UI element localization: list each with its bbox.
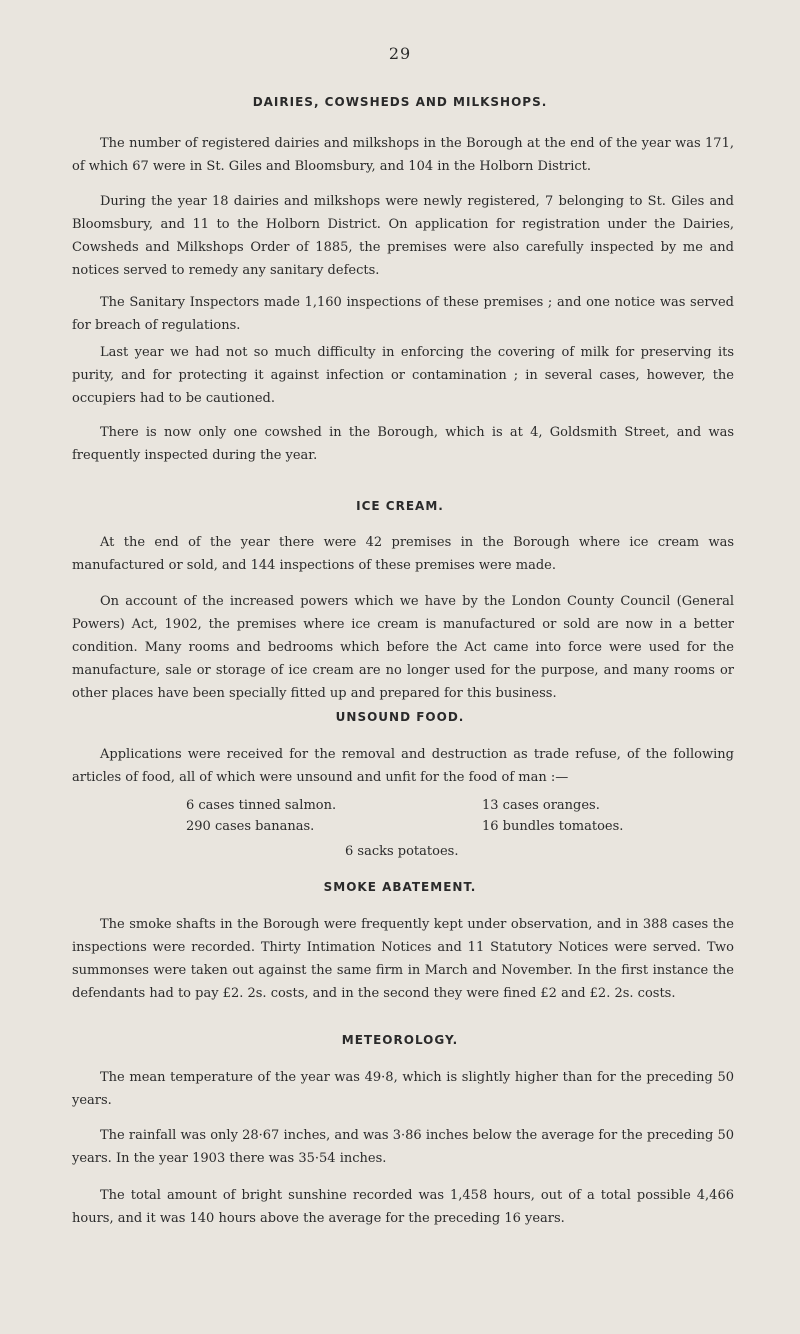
food-item: 6 cases tinned salmon. (186, 798, 337, 813)
food-item: 13 cases oranges. (482, 798, 600, 813)
paragraph: The number of registered dairies and milkshops in the Borough at the end of the year was 171, of which 67 were in St. Giles and Bloomsbury, and 104 in the Holborn District. (72, 136, 734, 174)
food-item: 6 sacks potatoes. (345, 844, 459, 859)
paragraph: The smoke shafts in the Borough were frequently kept under observation, and in 388 cases the inspections were recorded. Thirty Intimation Notices and 11 Statutory Notices were served. Two summonses were taken out against the same firm in March and November. In the first instance the defendants had to pay £2. 2s. costs, and in the second they were fined £2 and £2. 2s. costs. (72, 917, 734, 1001)
paragraph: During the year 18 dairies and milkshops were newly registered, 7 belonging to St. Giles and Bloomsbury, and 11 to the Holborn District. On application for registration under the Dairies, Cowsheds and Milkshops Order of 1885, the premises were also carefully inspected by me and notices served to remedy any sanitary defects. (72, 194, 734, 278)
paragraph: The Sanitary Inspectors made 1,160 inspections of these premises ; and one notice was served for breach of regulations. (72, 295, 734, 333)
food-item: 290 cases bananas. (186, 819, 315, 834)
paragraph: On account of the increased powers which we have by the London County Council (General Powers) Act, 1902, the premises where ice cream is manufactured or sold are now in a better condition. Many rooms and bedrooms which before the Act came into force were used for the manufacture, sale or storage of ice cream are no longer used for the purpose, and many rooms or other places have been specially fitted up and prepared for this business. (72, 594, 734, 701)
paragraph: There is now only one cowshed in the Borough, which is at 4, Goldsmith Street, and was frequently inspected during the year. (72, 425, 734, 463)
section-heading-dairies: DAIRIES, COWSHEDS AND MILKSHOPS. (252, 95, 548, 109)
section-heading-unsound-food: UNSOUND FOOD. (335, 710, 465, 724)
paragraph: Last year we had not so much difficulty in enforcing the covering of milk for preserving its purity, and for protecting it against infection or contamination ; in several cases, however, the occupiers had to be cautioned. (72, 345, 734, 406)
food-item: 16 bundles tomatoes. (482, 819, 624, 834)
page-number: 29 (388, 44, 412, 63)
section-heading-smoke-abatement: SMOKE ABATEMENT. (323, 880, 477, 894)
section-heading-ice-cream: ICE CREAM. (356, 499, 444, 513)
paragraph: The rainfall was only 28·67 inches, and was 3·86 inches below the average for the preceding 50 years. In the year 1903 there was 35·54 inches. (72, 1128, 734, 1166)
paragraph: The total amount of bright sunshine recorded was 1,458 hours, out of a total possible 4,466 hours, and it was 140 hours above the average for the preceding 16 years. (72, 1188, 734, 1226)
paragraph: At the end of the year there were 42 premises in the Borough where ice cream was manufactured or sold, and 144 inspections of these premises were made. (72, 535, 734, 573)
paragraph: The mean temperature of the year was 49·8, which is slightly higher than for the preceding 50 years. (72, 1070, 734, 1108)
section-heading-meteorology: METEOROLOGY. (341, 1033, 459, 1047)
paragraph: Applications were received for the removal and destruction as trade refuse, of the following articles of food, all of which were unsound and unfit for the food of man :— (72, 747, 734, 785)
